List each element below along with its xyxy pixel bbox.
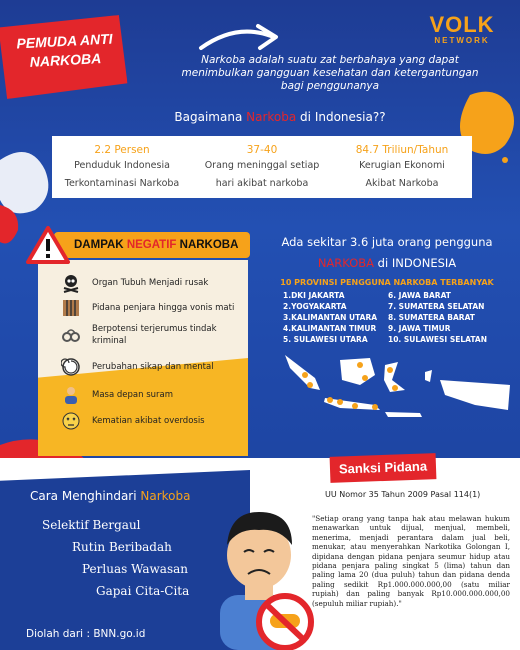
sad-boy-no-drugs-illustration bbox=[200, 500, 318, 650]
tip-item: Gapai Cita-Cita bbox=[96, 584, 190, 598]
warning-icon bbox=[26, 226, 70, 264]
sanksi-text: "Setiap orang yang tanpa hak atau melawan hukum menawarkan untuk dijual, menjual, membeli, menerima, menjadi perantara dalam jual beli, menukar, atau menyerahkan Narkotika Golongan I, dipidana dengan pidana penjara seumur hidup atau pidana penjara paling singkat 5 (lima) tahun dan paling lama 20 (dua puluh) tahun dan pidana denda paling sedikit Rp1.000.000.000,00 (satu miliar rupiah) dan paling banyak Rp10.000.000.000,00 (sepuluh miliar rupiah)." bbox=[312, 514, 510, 608]
province-item: 3.KALIMANTAN UTARA bbox=[283, 313, 378, 322]
dead-face-icon bbox=[60, 410, 82, 432]
arrow-right-icon bbox=[196, 18, 286, 58]
tip-item: Rutin Beribadah bbox=[72, 540, 172, 554]
handcuffs-icon bbox=[60, 324, 82, 346]
impact-item: Pidana penjara hingga vonis mati bbox=[60, 297, 246, 319]
provinces-list bbox=[283, 291, 513, 344]
source-credit: Diolah dari : BNN.go.id bbox=[26, 628, 146, 640]
impact-item: Perubahan sikap dan mental bbox=[60, 356, 246, 378]
volk-network-logo: VOLK NETWORK bbox=[429, 12, 495, 45]
impact-item: Masa depan suram bbox=[60, 384, 246, 406]
stat-item: 84.7 Triliun/Tahun Kerugian Ekonomi Akibat Narkoba bbox=[355, 144, 449, 189]
question-heading: Bagaimana Narkoba di Indonesia?? bbox=[174, 110, 386, 124]
no-drugs-icon bbox=[259, 596, 311, 648]
users-subheading: NARKOBA di INDONESIA bbox=[317, 256, 457, 270]
province-item: 4.KALIMANTAN TIMUR bbox=[283, 324, 377, 333]
impact-header: DAMPAK NEGATIF NARKOBA bbox=[54, 232, 250, 258]
province-item: 6. JAWA BARAT bbox=[388, 291, 451, 300]
stat-item: 2.2 Persen Penduduk Indonesia Terkontaminasi Narkoba bbox=[64, 144, 180, 189]
province-item: 1.DKI JAKARTA bbox=[283, 291, 345, 300]
stats-box bbox=[52, 136, 472, 198]
provinces-title: 10 PROVINSI PENGGUNA NARKOBA TERBANYAK bbox=[280, 278, 494, 287]
orange-dot-2 bbox=[502, 157, 508, 163]
prison-icon bbox=[60, 297, 82, 319]
dizzy-face-icon bbox=[60, 356, 82, 378]
province-item: 8. SUMATERA BARAT bbox=[388, 313, 475, 322]
province-item: 10. SULAWESI SELATAN bbox=[388, 335, 487, 344]
intro-text: Narkoba adalah suatu zat berbahaya yang dapat menimbulkan gangguan kesehatan dan ketergantungan bagi penggunanya bbox=[181, 54, 479, 92]
skull-icon bbox=[60, 272, 82, 294]
users-heading: Ada sekitar 3.6 juta orang pengguna bbox=[281, 235, 493, 249]
tip-item: Selektif Bergaul bbox=[42, 518, 141, 532]
cara-title: Cara Menghindari Narkoba bbox=[30, 489, 191, 503]
impact-item: Berpotensi terjerumus tindak kriminal bbox=[60, 323, 246, 347]
page-title: PEMUDA ANTI NARKOBA bbox=[16, 30, 113, 70]
province-item: 2.YOGYAKARTA bbox=[283, 302, 347, 311]
stat-item: 37-40 Orang meninggal setiap hari akibat narkoba bbox=[204, 144, 320, 189]
sanksi-badge: Sanksi Pidana bbox=[330, 453, 437, 483]
province-item: 9. JAWA TIMUR bbox=[388, 324, 451, 333]
law-reference: UU Nomor 35 Tahun 2009 Pasal 114(1) bbox=[325, 490, 481, 499]
tip-item: Perluas Wawasan bbox=[82, 562, 188, 576]
province-item: 5. SULAWESI UTARA bbox=[283, 335, 368, 344]
province-item: 7. SUMATERA SELATAN bbox=[388, 302, 485, 311]
indonesia-map bbox=[280, 350, 515, 430]
impact-item: Organ Tubuh Menjadi rusak bbox=[60, 272, 246, 294]
impact-item: Kematian akibat overdosis bbox=[60, 410, 246, 432]
white-splash-left bbox=[0, 152, 48, 213]
sad-person-icon bbox=[60, 384, 82, 406]
